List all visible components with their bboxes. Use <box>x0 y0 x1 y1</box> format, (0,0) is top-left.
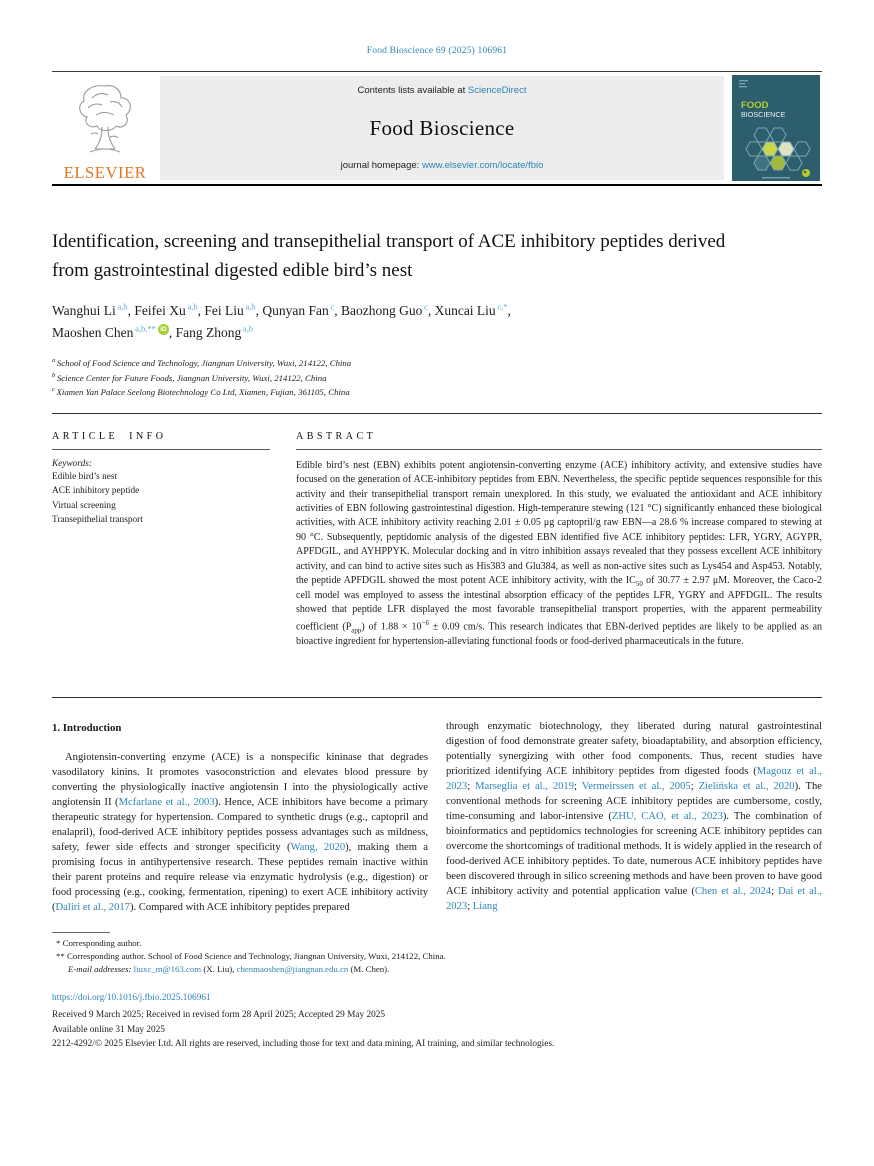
citation-link[interactable]: Dai et al., 2023 <box>446 886 823 913</box>
contents-lists-line <box>166 85 718 96</box>
homepage-label: journal homepage: <box>340 160 422 171</box>
available-online: Available online 31 May 2025 <box>52 1024 165 1035</box>
elsevier-logo <box>52 72 160 184</box>
author-name: Fang Zhong $^{a,b}$ <box>175 323 254 340</box>
received-dates: Received 9 March 2025; Received in revised form 28 April 2025; Accepted 29 May 2025 <box>52 1010 386 1021</box>
contents-lists-text: Contents lists available at <box>357 85 468 96</box>
journal-cover-thumbnail <box>730 72 822 184</box>
author-list: Wanghui Li $^{a,b}$, Feifei Xu $^{a,b}$, Fei Liu $^{a,b}$, Qunyan Fan $^c$, Baozhong Guo $^c$, Xuncai Liu $^{c,*}$, Maoshen Chen $^{a,b,**}$ iD , Fang Zhong $^{a,b}$ <box>52 301 511 340</box>
svg-text:FOOD: FOOD <box>741 100 769 111</box>
keyword: ACE inhibitory peptide <box>52 486 140 497</box>
author-name: Wanghui Li $^{a,b}$ <box>52 301 128 318</box>
intro-right-column <box>446 719 822 916</box>
keyword-list <box>52 470 270 528</box>
intro-paragraph-left: Angiotensin-converting enzyme (ACE) is a nonspecific kininase that degrades vasodilatory kinins. It promotes vasoconstriction and elevates blood pressure by converting the physiologically inactive angiotensin I into the physiologically active angiotensin II (Mcfarlane et al., 2003). Hence, ACE inhibitors have become a primary therapeutic strategy for hypertension. Compared to synthetic drugs (e.g., captopril and enalapril), food-derived ACE inhibitory peptides possess advantages such as mildness, safety, fewer side effects and stronger specificity (Wang, 2020), making them a promising focus in antihypertensive research. These peptides remain inactive within their parent proteins and require release via enzymatic hydrolysis (e.g., digestion) or food processing (e.g., cooking, fermentation, ripening) to exert ACE inhibitory activity (Daliri et al., 2017). Compared with ACE inhibitory peptides prepared <box>52 752 428 914</box>
citation-link[interactable]: Mcfarlane et al., 2003 <box>118 797 215 809</box>
citation-link[interactable]: Wang, 2020 <box>290 842 346 854</box>
keywords-label: Keywords: <box>52 458 92 469</box>
abstract-text: Edible bird’s nest (EBN) exhibits potent angiotensin-converting enzyme (ACE) inhibitory activity, and extensive studies have focused on the generation of ACE-inhibitory peptides from EBN. Nevertheless, the specific peptide sequences responsible for this activity and their transepithelial transport remain unexplored. In this study, we evaluated the antioxidant and ACE inhibitory activities of EBN following gastrointestinal digestion. High-temperature stewing (121 °C) significantly enhanced these biological activities, with ACE inhibitory activity reaching 2.01 ± 0.05 μg captopril/g raw EBN—a 28.6 % increase compared to stewing at 90 °C. Subsequently, peptidomic analysis of the digested EBN identified five ACE inhibitory peptides: LFR, YGRY, AGYPR, APFDGIL, and AYHPPYK. Molecular docking and in vitro inhibition assays revealed that they possess excellent ACE inhibitory activity, and can bind to active sites such as His383 and Glu384, as well as non-active sites such as Lys454 and Asp453. Notably, the peptide APFDGIL showed the most potent ACE inhibitory activity, with the $IC_{50}$ of 30.77 ± 2.97 μM. Moreover, the Caco-2 cell model was employed to assess the intestinal absorption efficacy of the peptides LFR, YGRY and APFDGIL. The results showed that peptide LFR displayed the most favorable transepithelial transport properties, with the apparent permeability coefficient $(P_{app})$ of $1.88 \times 10^{-6} \pm 0.09$ cm/s. This research indicates that EBN-derived peptides are likely to be applied as an bioactive ingredient for hypertension-alleviating functional foods or food-derived pharmaceuticals in the future. <box>296 459 823 648</box>
article-info-column <box>52 431 270 683</box>
citation-link[interactable]: chenmaoshen@jiangnan.edu.cn <box>236 963 349 974</box>
citation-link[interactable]: ZHU, CAO, et al., 2023 <box>611 811 723 823</box>
citation-link[interactable]: Zielińska et al., 2020 <box>698 780 795 792</box>
author-name: Feifei Xu $^{a,b}$ <box>134 301 198 318</box>
journal-cover-image <box>732 75 820 181</box>
citation-link[interactable]: liuxc_m@163.com <box>133 963 202 974</box>
keyword: Transepithelial transport <box>52 515 143 526</box>
keyword: Edible bird’s nest <box>52 471 118 482</box>
citation-link[interactable]: Magouz et al., 2023 <box>446 765 822 792</box>
orcid-icon[interactable]: iD <box>158 324 169 335</box>
journal-homepage-link[interactable]: www.elsevier.com/locate/fbio <box>421 160 544 171</box>
sciencedirect-link[interactable]: ScienceDirect <box>467 85 527 96</box>
elsevier-tree-icon <box>72 82 138 164</box>
author-name: Fei Liu $^{a,b}$ <box>204 301 256 318</box>
author-affiliation-superscript: c <box>328 301 335 312</box>
intro-paragraph-right: through enzymatic biotechnology, they liberated during natural gastrointestinal digestion of food demonstrate greater safety, bioadaptability, and absorption efficiency, potentially synergizing with other food components. Thus, recent studies have prioritized identifying ACE inhibitory peptides from digested foods (Magouz et al., 2023; Marseglia et al., 2019; Vermeirssen et al., 2005; Zielińska et al., 2020). The conventional methods for screening ACE inhibitory peptides are cumbersome, costly, time-consuming and labor-intensive (ZHU, CAO, et al., 2023). The combination of bioinformatics and peptidomics technologies for screening ACE inhibitory peptides can overcome the shortcomings of traditional methods. It is widely applied in the research of food-derived ACE inhibitory peptides. To date, numerous ACE inhibitory peptides have been discovered through in silico screening methods and have been proven to have good ACE inhibitory activity and potential application value (Chen et al., 2024; Dai et al., 2023; Liang <box>446 720 823 913</box>
footnotes <box>52 932 822 977</box>
author-name: Maoshen Chen $^{a,b,**}$ iD <box>52 325 169 340</box>
intro-left-column <box>52 719 428 916</box>
copyright-line: 2212-4292/© 2025 Elsevier Ltd. All rights are reserved, including those for text and data mining, AI training, and similar technologies. <box>52 1039 555 1050</box>
corresponding-author-note-1: * Corresponding author. <box>56 937 142 948</box>
citation-link[interactable]: Daliri et al., 2017 <box>55 902 130 914</box>
author-affiliation-superscript: a,b <box>241 323 254 334</box>
author-affiliation-superscript: a,b <box>185 301 198 312</box>
introduction-section <box>52 719 822 916</box>
author-affiliation-superscript: c <box>422 301 428 312</box>
author-name: Baozhong Guo $^c$ <box>340 301 428 318</box>
article-info-rule <box>52 449 270 450</box>
divider-below-abstract <box>52 697 822 698</box>
author-affiliation-superscript: a,b <box>243 301 256 312</box>
keyword: Virtual screening <box>52 500 116 511</box>
article-info-heading: ARTICLE INFO <box>52 430 167 442</box>
citation-link[interactable]: Vermeirssen et al., 2005 <box>581 780 691 792</box>
citation-link[interactable]: Marseglia et al., 2019 <box>475 780 575 792</box>
author-name: Qunyan Fan $^c$ <box>262 301 335 318</box>
doi-link[interactable]: https://doi.org/10.1016/j.fbio.2025.106961 <box>52 993 211 1004</box>
affiliation: $^a$ School of Food Science and Technology, Jiangnan University, Wuxi, 214122, China <box>52 357 352 369</box>
author-name: Xuncai Liu $^{c,*}$ <box>434 301 508 318</box>
affiliation-list <box>52 356 822 400</box>
journal-title: Food Bioscience <box>369 115 515 140</box>
article-title: Identification, screening and transepithelial transport of ACE inhibitory peptides derived from gastrointestinal digested edible bird’s nest <box>52 231 726 281</box>
corresponding-author-note-2: ** Corresponding author. School of Food Science and Technology, Jiangnan University, Wuxi, 214122, China. <box>56 950 446 961</box>
author-affiliation-superscript: a,b <box>115 301 128 312</box>
article-footer <box>52 991 822 1052</box>
citation-link[interactable]: Liang <box>472 901 498 913</box>
svg-text:BIOSCIENCE: BIOSCIENCE <box>741 110 786 119</box>
author-affiliation-superscript: a,b,** <box>133 323 156 334</box>
abstract-column <box>296 431 822 683</box>
banner-center <box>160 76 724 180</box>
abstract-rule <box>296 449 822 450</box>
elsevier-wordmark: ELSEVIER <box>63 162 147 182</box>
journal-banner <box>52 71 822 186</box>
journal-homepage-line <box>166 160 718 171</box>
email-addresses-line: E-mail addresses: liuxc_m@163.com (X. Liu), chenmaoshen@jiangnan.edu.cn (M. Chen). <box>68 963 390 974</box>
affiliation: $^b$ Science Center for Future Foods, Jiangnan University, Wuxi, 214122, China <box>52 371 327 383</box>
citation-link[interactable]: Chen et al., 2024 <box>694 886 772 898</box>
info-abstract-section <box>52 414 822 697</box>
abstract-heading: ABSTRACT <box>296 430 377 442</box>
page-header-citation: Food Bioscience 69 (2025) 106961 <box>366 46 508 56</box>
affiliation: $^c$ Xiamen Yan Palace Seelong Biotechnology Co Ltd, Xiamen, Fujian, 361105, China <box>52 386 350 398</box>
footnote-divider <box>52 932 110 933</box>
introduction-heading: 1. Introduction <box>52 721 122 734</box>
author-affiliation-superscript: c,* <box>495 301 508 312</box>
